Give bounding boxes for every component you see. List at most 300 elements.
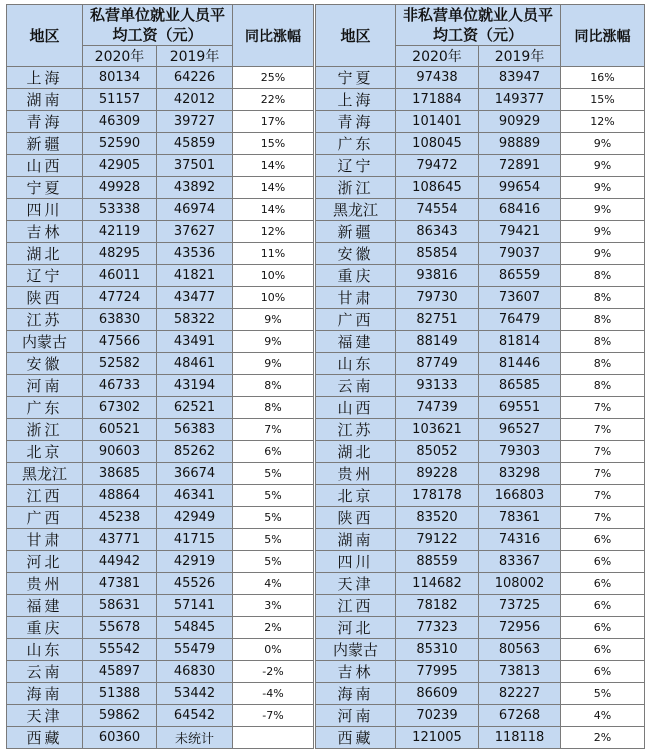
change-cell: 12% (233, 221, 314, 243)
change-cell: 9% (561, 199, 645, 221)
region-cell: 吉林 (316, 661, 396, 683)
wage-2019-cell: 41821 (157, 265, 233, 287)
wage-2020-cell: 45238 (83, 507, 157, 529)
region-cell: 广东 (316, 133, 396, 155)
wage-2020-cell: 67302 (83, 397, 157, 419)
table-row (7, 507, 314, 529)
table-row (316, 177, 645, 199)
change-cell: 8% (561, 265, 645, 287)
change-cell: 8% (561, 375, 645, 397)
table-row (316, 529, 645, 551)
change-header: 同比涨幅 (233, 5, 314, 67)
wage-2019-cell: 41715 (157, 529, 233, 551)
change-cell: 2% (233, 617, 314, 639)
wage-2020-cell: 83520 (396, 507, 479, 529)
table-row (7, 67, 314, 89)
region-header: 地区 (7, 5, 83, 67)
change-cell: 9% (561, 133, 645, 155)
region-cell: 江苏 (316, 419, 396, 441)
wage-2019-cell: 98889 (479, 133, 561, 155)
wage-2020-cell: 88149 (396, 331, 479, 353)
change-cell: 11% (233, 243, 314, 265)
table-row (316, 331, 645, 353)
wage-2020-cell: 77323 (396, 617, 479, 639)
change-cell: 4% (561, 705, 645, 727)
region-cell: 山东 (7, 639, 83, 661)
wage-2019-cell: 81446 (479, 353, 561, 375)
region-cell: 吉林 (7, 221, 83, 243)
region-cell: 湖北 (7, 243, 83, 265)
wage-2019-cell: 57141 (157, 595, 233, 617)
region-cell: 上海 (316, 89, 396, 111)
wage-2020-cell: 178178 (396, 485, 479, 507)
wage-2020-cell: 85310 (396, 639, 479, 661)
wage-2019-cell: 43491 (157, 331, 233, 353)
wage-2020-cell: 108645 (396, 177, 479, 199)
wage-2019-cell: 149377 (479, 89, 561, 111)
change-cell: 9% (233, 309, 314, 331)
wage-2019-cell: 72956 (479, 617, 561, 639)
table-row (316, 309, 645, 331)
change-cell: 5% (561, 683, 645, 705)
region-cell: 陕西 (7, 287, 83, 309)
wage-2019-cell: 48461 (157, 353, 233, 375)
table-row (316, 727, 645, 749)
wage-2020-cell: 86609 (396, 683, 479, 705)
wage-2019-cell: 43892 (157, 177, 233, 199)
wage-2019-cell: 74316 (479, 529, 561, 551)
change-cell: 17% (233, 111, 314, 133)
change-cell (233, 727, 314, 749)
table-row (7, 353, 314, 375)
wage-2020-cell: 48295 (83, 243, 157, 265)
wage-2020-cell: 85052 (396, 441, 479, 463)
wage-2019-cell: 108002 (479, 573, 561, 595)
region-cell: 广西 (7, 507, 83, 529)
wage-2020-cell: 70239 (396, 705, 479, 727)
table-row (316, 639, 645, 661)
region-cell: 内蒙古 (7, 331, 83, 353)
table-row (7, 265, 314, 287)
change-cell: 15% (561, 89, 645, 111)
wage-2020-cell: 63830 (83, 309, 157, 331)
wage-2019-cell: 79421 (479, 221, 561, 243)
wage-2020-cell: 55678 (83, 617, 157, 639)
table-row (316, 67, 645, 89)
table-row (7, 595, 314, 617)
table-row (7, 331, 314, 353)
region-cell: 四川 (7, 199, 83, 221)
change-cell: 5% (233, 507, 314, 529)
region-cell: 重庆 (316, 265, 396, 287)
wage-2020-cell: 89228 (396, 463, 479, 485)
table-row (7, 309, 314, 331)
change-cell: 5% (233, 551, 314, 573)
region-cell: 甘肃 (316, 287, 396, 309)
wage-2020-cell: 51157 (83, 89, 157, 111)
wage-2020-cell: 60360 (83, 727, 157, 749)
change-cell: 15% (233, 133, 314, 155)
region-cell: 广西 (316, 309, 396, 331)
region-cell: 云南 (7, 661, 83, 683)
wage-2019-cell: 83298 (479, 463, 561, 485)
wage-2019-cell: 68416 (479, 199, 561, 221)
table-row (7, 683, 314, 705)
change-cell: 16% (561, 67, 645, 89)
wage-2019-cell: 37627 (157, 221, 233, 243)
region-cell: 上海 (7, 67, 83, 89)
table-row (316, 155, 645, 177)
wage-2020-cell: 45897 (83, 661, 157, 683)
change-cell: 6% (561, 617, 645, 639)
wage-2020-cell: 74739 (396, 397, 479, 419)
region-cell: 北京 (316, 485, 396, 507)
wage-2019-cell: 45526 (157, 573, 233, 595)
region-cell: 山东 (316, 353, 396, 375)
wage-2020-cell: 82751 (396, 309, 479, 331)
region-cell: 浙江 (316, 177, 396, 199)
table-row (316, 287, 645, 309)
wage-2020-cell: 43771 (83, 529, 157, 551)
change-cell: 8% (561, 287, 645, 309)
wage-2020-cell: 47566 (83, 331, 157, 353)
region-cell: 江西 (316, 595, 396, 617)
wage-2019-cell: 83947 (479, 67, 561, 89)
region-cell: 安徽 (7, 353, 83, 375)
table-row (7, 617, 314, 639)
wage-2019-cell: 79303 (479, 441, 561, 463)
wage-2019-cell: 73813 (479, 661, 561, 683)
wage-2020-cell: 59862 (83, 705, 157, 727)
wage-2019-cell: 86585 (479, 375, 561, 397)
table-row (316, 683, 645, 705)
change-cell: 4% (233, 573, 314, 595)
table-row (7, 551, 314, 573)
region-cell: 江苏 (7, 309, 83, 331)
region-cell: 湖南 (7, 89, 83, 111)
change-cell: 14% (233, 177, 314, 199)
table-row (7, 177, 314, 199)
wage-2019-cell: 83367 (479, 551, 561, 573)
wage-2019-cell: 76479 (479, 309, 561, 331)
table-row (7, 573, 314, 595)
change-cell: -4% (233, 683, 314, 705)
wage-2019-cell: 55479 (157, 639, 233, 661)
region-cell: 安徽 (316, 243, 396, 265)
change-cell: 7% (561, 485, 645, 507)
wage-2020-cell: 58631 (83, 595, 157, 617)
private-wage-table-body (7, 5, 314, 749)
table-row (7, 463, 314, 485)
year-2019-header: 2019年 (157, 46, 233, 67)
region-cell: 北京 (7, 441, 83, 463)
region-cell: 山西 (7, 155, 83, 177)
change-cell: 9% (233, 353, 314, 375)
change-cell: -7% (233, 705, 314, 727)
change-cell: 8% (561, 353, 645, 375)
wage-2020-cell: 78182 (396, 595, 479, 617)
wage-2020-cell: 46733 (83, 375, 157, 397)
wage-2020-cell: 86343 (396, 221, 479, 243)
change-cell: 10% (233, 265, 314, 287)
wage-2019-cell: 118118 (479, 727, 561, 749)
table-row (316, 133, 645, 155)
wage-2020-cell: 55542 (83, 639, 157, 661)
wage-2019-cell: 82227 (479, 683, 561, 705)
wage-2019-cell: 36674 (157, 463, 233, 485)
wage-2019-cell: 73607 (479, 287, 561, 309)
wage-2019-cell: 166803 (479, 485, 561, 507)
wage-2020-cell: 42119 (83, 221, 157, 243)
wage-2019-cell: 80563 (479, 639, 561, 661)
wage-2019-cell: 43194 (157, 375, 233, 397)
wage-2019-cell: 79037 (479, 243, 561, 265)
table-row (7, 375, 314, 397)
change-cell: 6% (561, 661, 645, 683)
region-cell: 海南 (7, 683, 83, 705)
table-row (316, 397, 645, 419)
wage-2020-cell: 47724 (83, 287, 157, 309)
wage-2019-cell: 96527 (479, 419, 561, 441)
change-cell: 10% (233, 287, 314, 309)
change-cell: 6% (561, 551, 645, 573)
wage-2020-cell: 108045 (396, 133, 479, 155)
wage-2020-cell: 97438 (396, 67, 479, 89)
table-row (316, 375, 645, 397)
region-cell: 新疆 (316, 221, 396, 243)
change-cell: 6% (561, 573, 645, 595)
wage-2019-cell: 43477 (157, 287, 233, 309)
change-cell: 7% (561, 419, 645, 441)
region-cell: 甘肃 (7, 529, 83, 551)
region-cell: 河北 (7, 551, 83, 573)
region-cell: 河南 (316, 705, 396, 727)
region-cell: 天津 (7, 705, 83, 727)
region-header: 地区 (316, 5, 396, 67)
private-wage-title: 私营单位就业人员平均工资（元） (83, 5, 233, 46)
table-row (316, 551, 645, 573)
wage-2019-cell: 53442 (157, 683, 233, 705)
wage-2020-cell: 60521 (83, 419, 157, 441)
wage-2019-cell: 46974 (157, 199, 233, 221)
change-cell: 7% (561, 441, 645, 463)
table-row (316, 485, 645, 507)
table-row (7, 705, 314, 727)
table-row (316, 463, 645, 485)
region-cell: 贵州 (7, 573, 83, 595)
change-cell: 7% (561, 397, 645, 419)
table-row (316, 507, 645, 529)
table-row (316, 243, 645, 265)
wage-2019-cell: 39727 (157, 111, 233, 133)
change-cell: 9% (561, 155, 645, 177)
wage-2019-cell: 90929 (479, 111, 561, 133)
table-row (316, 595, 645, 617)
table-row (316, 705, 645, 727)
wage-2019-cell: 42012 (157, 89, 233, 111)
change-cell: 7% (561, 507, 645, 529)
table-row (7, 111, 314, 133)
wage-2020-cell: 101401 (396, 111, 479, 133)
wage-2019-cell: 67268 (479, 705, 561, 727)
wage-2020-cell: 44942 (83, 551, 157, 573)
change-cell: 6% (561, 529, 645, 551)
table-row (316, 89, 645, 111)
wage-2019-cell: 64226 (157, 67, 233, 89)
region-cell: 宁夏 (7, 177, 83, 199)
table-row (7, 133, 314, 155)
change-cell: 12% (561, 111, 645, 133)
table-row (7, 419, 314, 441)
change-cell: -2% (233, 661, 314, 683)
wage-2020-cell: 46011 (83, 265, 157, 287)
wage-2020-cell: 80134 (83, 67, 157, 89)
region-cell: 陕西 (316, 507, 396, 529)
wage-2020-cell: 93816 (396, 265, 479, 287)
region-cell: 黑龙江 (316, 199, 396, 221)
table-row (316, 111, 645, 133)
change-cell: 5% (233, 485, 314, 507)
change-cell: 9% (561, 243, 645, 265)
table-row (7, 639, 314, 661)
wage-2019-cell: 99654 (479, 177, 561, 199)
change-cell: 0% (233, 639, 314, 661)
wage-2019-cell: 37501 (157, 155, 233, 177)
wage-2019-cell: 56383 (157, 419, 233, 441)
region-cell: 福建 (316, 331, 396, 353)
wage-2019-cell: 72891 (479, 155, 561, 177)
region-cell: 河南 (7, 375, 83, 397)
wage-2019-cell: 未统计 (157, 727, 233, 749)
table-row (7, 221, 314, 243)
region-cell: 重庆 (7, 617, 83, 639)
change-cell: 9% (561, 221, 645, 243)
change-cell: 9% (561, 177, 645, 199)
wage-2020-cell: 74554 (396, 199, 479, 221)
wage-2019-cell: 46341 (157, 485, 233, 507)
change-cell: 14% (233, 155, 314, 177)
table-row (316, 353, 645, 375)
wage-2020-cell: 87749 (396, 353, 479, 375)
region-cell: 广东 (7, 397, 83, 419)
region-cell: 贵州 (316, 463, 396, 485)
table-row (7, 199, 314, 221)
table-row (7, 727, 314, 749)
table-row (316, 441, 645, 463)
wage-2019-cell: 54845 (157, 617, 233, 639)
wage-2019-cell: 86559 (479, 265, 561, 287)
change-cell: 8% (233, 375, 314, 397)
change-cell: 7% (233, 419, 314, 441)
wage-2020-cell: 103621 (396, 419, 479, 441)
table-row (316, 617, 645, 639)
change-cell: 7% (561, 463, 645, 485)
year-2019-header: 2019年 (479, 46, 561, 67)
region-cell: 福建 (7, 595, 83, 617)
wage-2020-cell: 38685 (83, 463, 157, 485)
non-private-wage-table (315, 4, 645, 749)
region-cell: 海南 (316, 683, 396, 705)
wage-2019-cell: 69551 (479, 397, 561, 419)
region-cell: 湖北 (316, 441, 396, 463)
table-row (7, 89, 314, 111)
table-row (7, 155, 314, 177)
wage-2020-cell: 42905 (83, 155, 157, 177)
table-row (7, 441, 314, 463)
wage-2019-cell: 46830 (157, 661, 233, 683)
year-2020-header: 2020年 (396, 46, 479, 67)
wage-2019-cell: 58322 (157, 309, 233, 331)
wage-2019-cell: 78361 (479, 507, 561, 529)
wage-2019-cell: 43536 (157, 243, 233, 265)
wage-2020-cell: 88559 (396, 551, 479, 573)
change-cell: 6% (561, 639, 645, 661)
table-row (316, 419, 645, 441)
wage-2020-cell: 48864 (83, 485, 157, 507)
region-cell: 青海 (316, 111, 396, 133)
change-cell: 6% (233, 441, 314, 463)
region-cell: 青海 (7, 111, 83, 133)
change-cell: 14% (233, 199, 314, 221)
change-cell: 8% (561, 309, 645, 331)
table-row (316, 265, 645, 287)
table-row (7, 287, 314, 309)
region-cell: 内蒙古 (316, 639, 396, 661)
wage-2020-cell: 90603 (83, 441, 157, 463)
region-cell: 西藏 (7, 727, 83, 749)
wage-2019-cell: 42919 (157, 551, 233, 573)
table-row (7, 661, 314, 683)
region-cell: 云南 (316, 375, 396, 397)
wage-2019-cell: 62521 (157, 397, 233, 419)
region-cell: 江西 (7, 485, 83, 507)
table-row (7, 243, 314, 265)
change-cell: 5% (233, 463, 314, 485)
region-cell: 天津 (316, 573, 396, 595)
wage-2019-cell: 73725 (479, 595, 561, 617)
table-row (316, 221, 645, 243)
wage-2020-cell: 93133 (396, 375, 479, 397)
non-private-wage-title: 非私营单位就业人员平均工资（元） (396, 5, 561, 46)
wage-2020-cell: 53338 (83, 199, 157, 221)
table-row (7, 529, 314, 551)
region-cell: 河北 (316, 617, 396, 639)
table-row (316, 199, 645, 221)
wage-2020-cell: 51388 (83, 683, 157, 705)
wage-2020-cell: 85854 (396, 243, 479, 265)
wage-2019-cell: 45859 (157, 133, 233, 155)
private-wage-table (6, 4, 314, 749)
table-row (7, 397, 314, 419)
change-header: 同比涨幅 (561, 5, 645, 67)
change-cell: 3% (233, 595, 314, 617)
wage-2020-cell: 47381 (83, 573, 157, 595)
wage-2019-cell: 81814 (479, 331, 561, 353)
wage-2020-cell: 52590 (83, 133, 157, 155)
wage-2020-cell: 79730 (396, 287, 479, 309)
wage-2020-cell: 46309 (83, 111, 157, 133)
wage-2020-cell: 77995 (396, 661, 479, 683)
change-cell: 9% (233, 331, 314, 353)
region-cell: 宁夏 (316, 67, 396, 89)
table-row (316, 573, 645, 595)
region-cell: 西藏 (316, 727, 396, 749)
table-row (7, 485, 314, 507)
wage-2020-cell: 79472 (396, 155, 479, 177)
change-cell: 2% (561, 727, 645, 749)
region-cell: 辽宁 (7, 265, 83, 287)
wage-2020-cell: 121005 (396, 727, 479, 749)
